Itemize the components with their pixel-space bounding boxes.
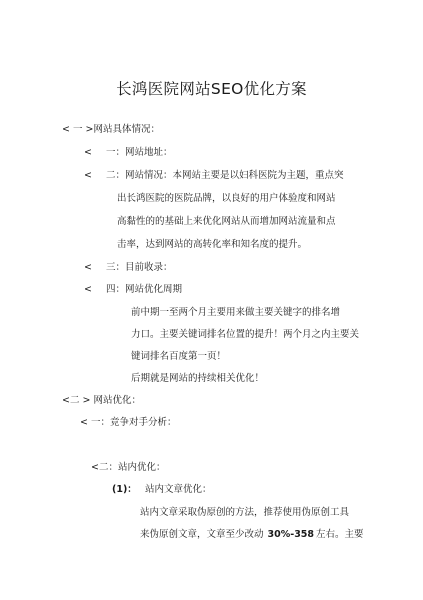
item-2-line-4: 击率，达到网站的高转化率和知名度的提升。 (117, 239, 308, 250)
item-2-line-3: 高黏性的的基础上来优化网站从而增加网站流量和点 (117, 216, 336, 227)
item-3-marker: < (84, 262, 92, 273)
item-4-marker: < (84, 284, 92, 295)
item-3-text: 三：目前收录： (106, 262, 173, 273)
item-4-line-2: 力口。主要关键词排名位置的提升！两个月之内主要关 (131, 329, 360, 340)
section-2-heading: <二 > 网站优化： (62, 395, 141, 406)
item-2-line-2: 出长鸿医院的医院品牌，以良好的用户体验度和网站 (117, 193, 336, 204)
item-4-line-1: 前中期一至两个月主要用来做主要关键字的排名增 (131, 307, 341, 318)
item-4-line-3: 键词排名百度第一页！ (131, 351, 227, 362)
item-1-marker: < (84, 147, 92, 158)
subitem-1-line-2-c: 左右。主要 (316, 529, 364, 540)
subitem-1-number: (1)： (112, 484, 137, 495)
document-title: 长鸿医院网站SEO优化方案 (116, 80, 307, 98)
subitem-1-title: 站内文章优化： (145, 484, 212, 495)
subitem-1-line-1: 站内文章采取伪原创的方法，推荐使用伪原创工具 (140, 507, 350, 518)
subitem-1-line-2-figure: 30%-358 (267, 529, 315, 540)
subitem-1-line-2 (140, 529, 364, 541)
item-4-line-4: 后期就是网站的持续相关优化！ (131, 373, 265, 384)
item-2-marker: < (84, 170, 92, 181)
item-2-line-1: 二：网站情况：本网站主要是以妇科医院为主题，重点突 (106, 170, 344, 181)
item-4-text: 四：网站优化周期 (106, 284, 183, 295)
section-1-heading: < 一 >网站具体情况： (62, 124, 160, 135)
subitem-1-line-2-a: 来伪原创文章，文章至少改动 (140, 529, 264, 540)
item-1-text: 一：网站地址： (106, 147, 173, 158)
section-2-item-2: <二：站内优化： (91, 462, 166, 473)
section-2-item-1: < 一：竞争对手分析： (80, 417, 177, 428)
